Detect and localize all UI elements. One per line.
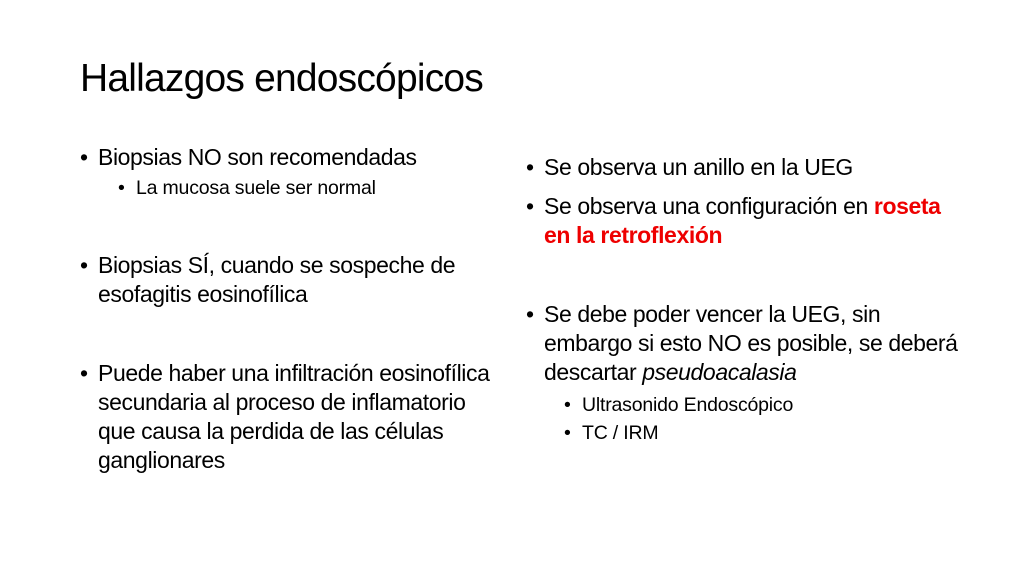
left-bullet-infiltracion: • Puede haber una infiltración eosinofílica secundaria al proceso de inflamatorio que causa la perdida de las células ganglionares — [80, 359, 500, 475]
left-bullet-list — [80, 143, 500, 475]
left-bullet-biopsias-no — [80, 143, 500, 202]
pseudoacalasia-term: pseudoacalasia — [642, 359, 797, 385]
left-sublist — [118, 174, 500, 202]
right-bullet-vencer-ueg — [526, 300, 966, 447]
left-bullet-biopsias-si: • Biopsias SÍ, cuando se sospeche de esofagitis eosinofílica — [80, 251, 500, 309]
right-sublist — [564, 391, 966, 447]
left-subbullet-mucosa: • La mucosa suele ser normal — [118, 174, 500, 202]
right-bullet-roseta — [526, 192, 966, 250]
slide-title: Hallazgos endoscópicos — [80, 57, 483, 100]
roseta-highlight: roseta en la retroflexión — [544, 193, 941, 248]
right-subbullet-ultrasonido: • Ultrasonido Endoscópico — [564, 391, 966, 419]
right-bullet-list — [526, 153, 966, 447]
left-bullet-biopsias-no-text: Biopsias NO son recomendadas — [98, 144, 417, 170]
right-subbullet-tc-irm: • TC / IRM — [564, 419, 966, 447]
right-bullet-vencer-ueg-text: Se debe poder vencer la UEG, sin embargo si esto NO es posible, se deberá descartar — [544, 301, 958, 385]
right-bullet-roseta-text: Se observa una configuración en — [544, 193, 874, 219]
right-bullet-anillo: • Se observa un anillo en la UEG — [526, 153, 966, 182]
